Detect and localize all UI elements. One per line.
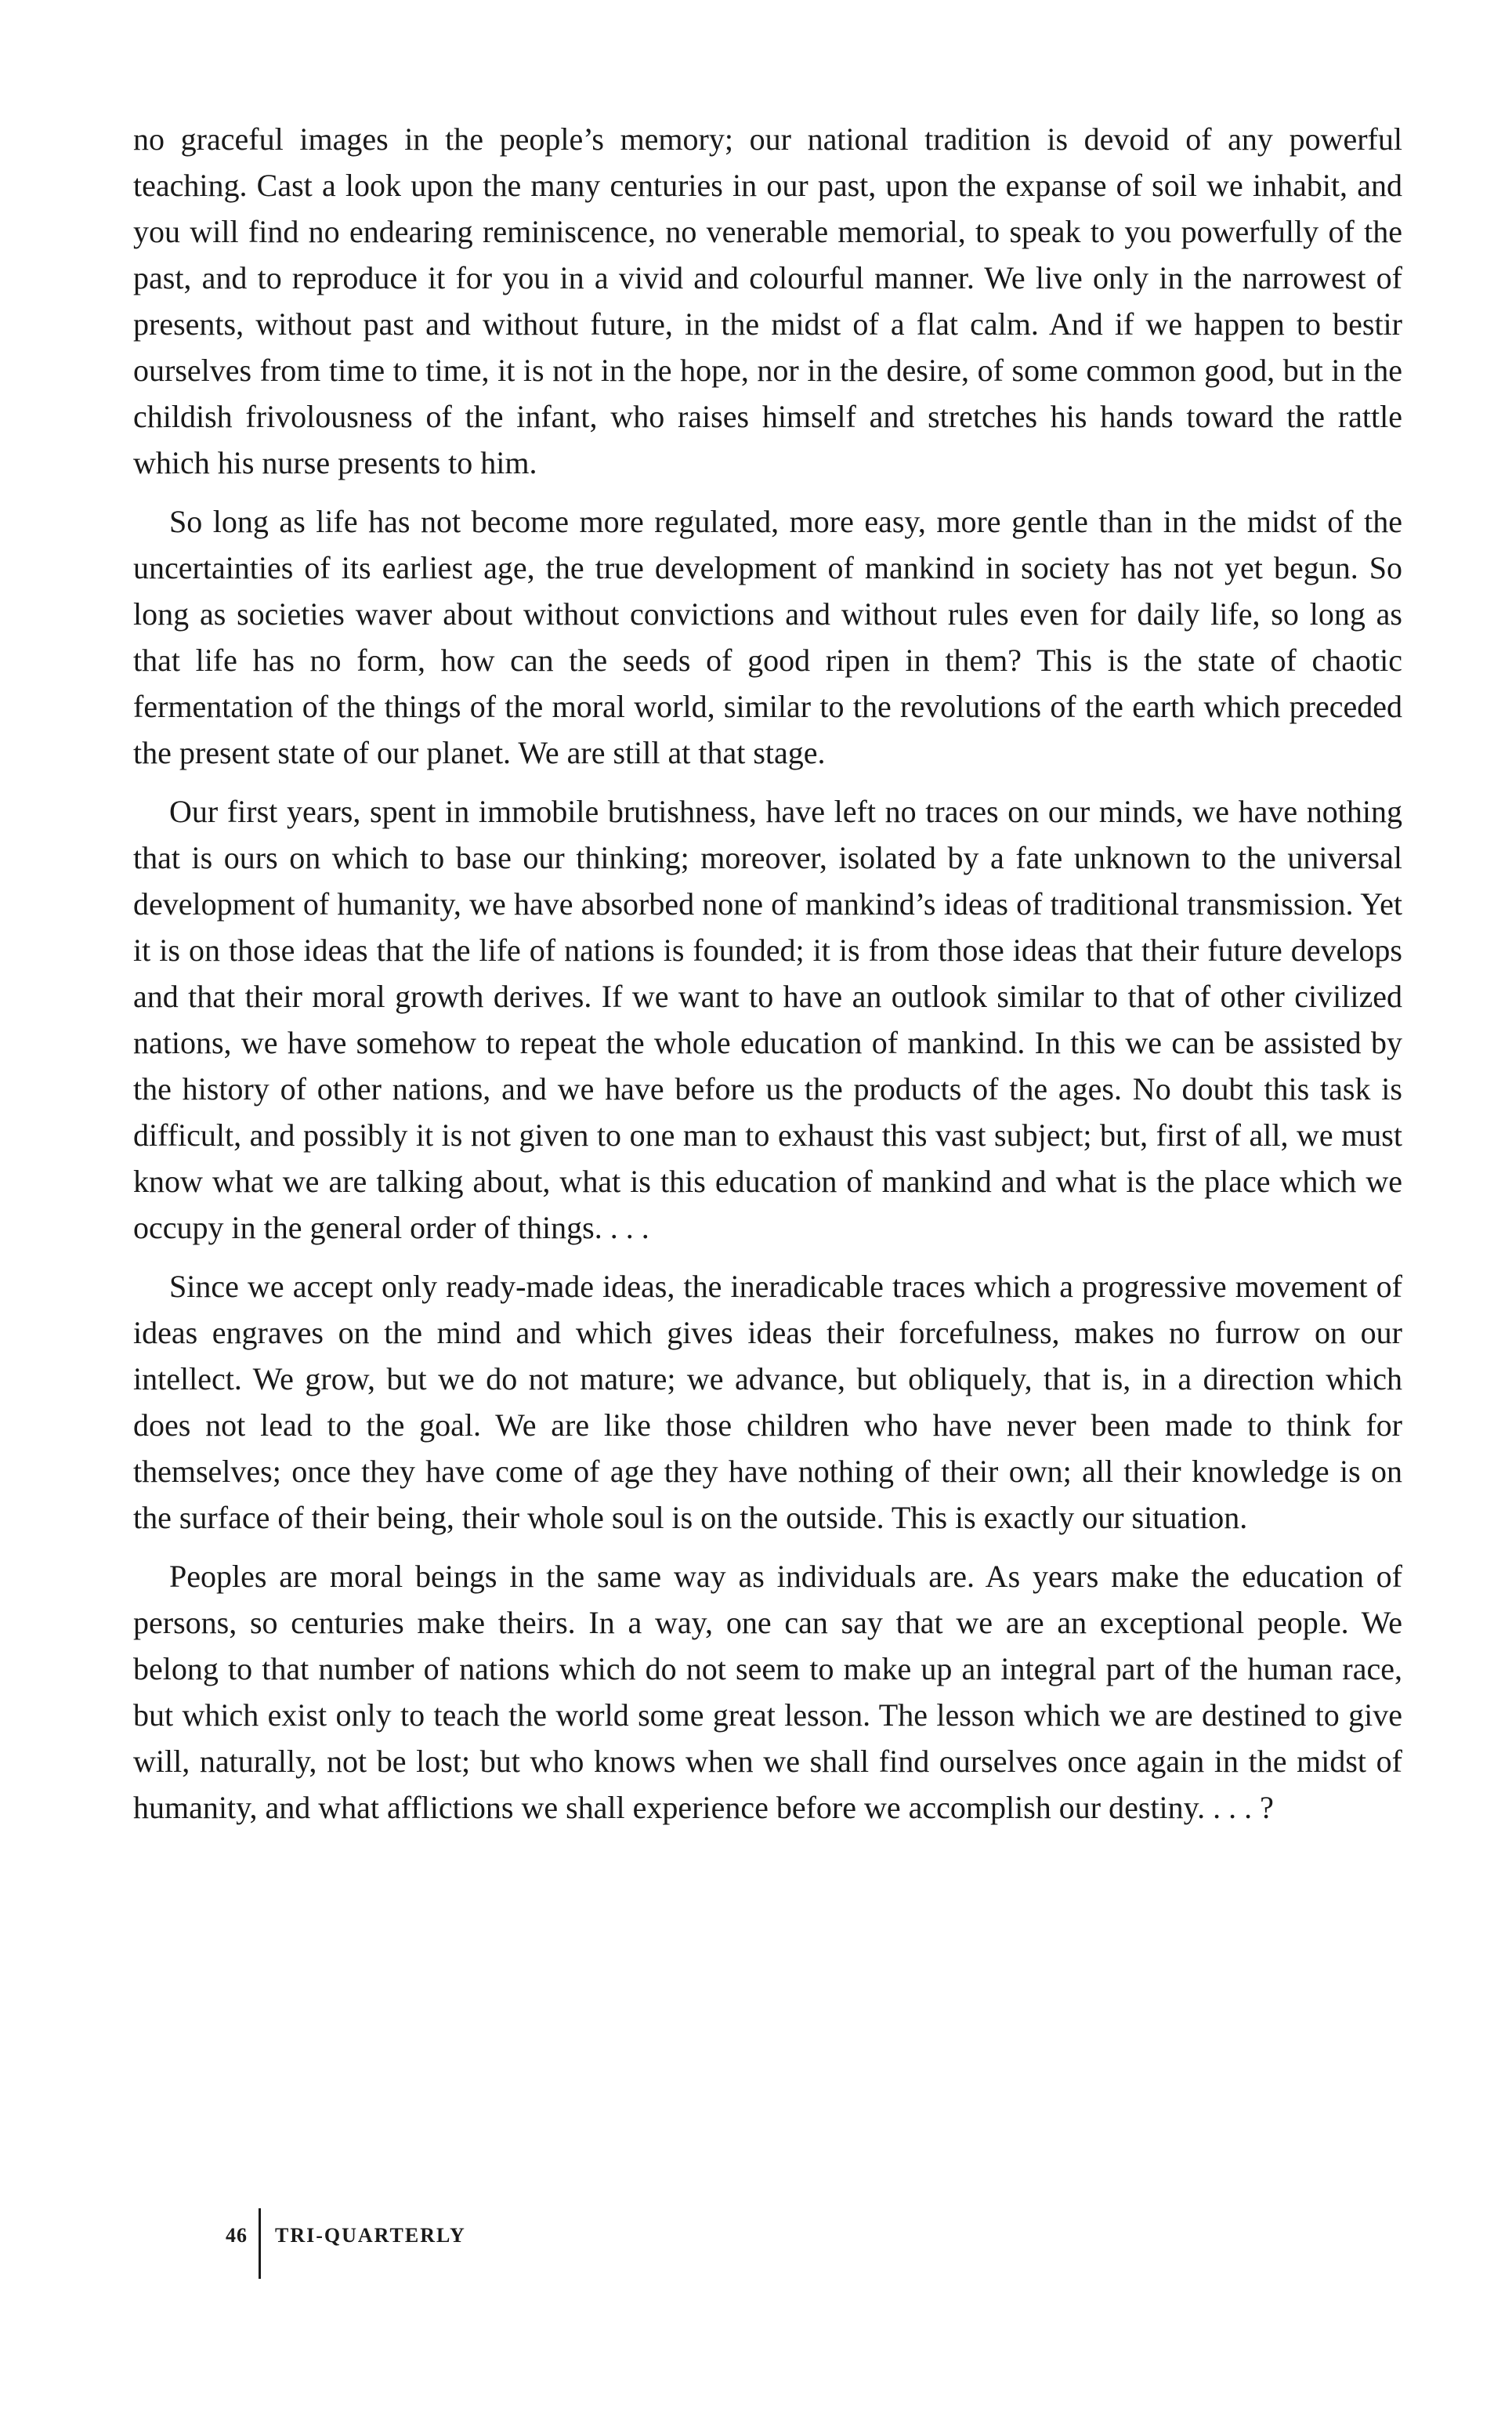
paragraph: So long as life has not become more regulated, more easy, more gentle than in the midst of the uncertainties of its earliest age, the true development of mankind in society has not yet begun. So long as societies waver about without convictions and without rules even for daily life, so long as that life has no form, how can the seeds of good ripen in them? This is the state of chaotic fermentation of the things of the moral world, similar to the revolutions of the earth which preceded the present state of our planet. We are still at that stage. (133, 504, 1402, 770)
page-footer (226, 2208, 466, 2279)
paragraph: Since we accept only ready-made ideas, the ineradicable traces which a progressive movement of ideas engraves on the mind and which gives ideas their forcefulness, makes no furrow on our intellect. We grow, but we do not mature; we advance, but obliquely, that is, in a direction which does not lead to the goal. We are like those children who have never been made to think for themselves; once they have come of age they have nothing of their own; all their knowledge is on the surface of their being, their whole soul is on the outside. This is exactly our situation. (133, 1269, 1402, 1535)
paragraph-continued: no graceful images in the people’s memory; our national tradition is devoid of any powerful teaching. Cast a look upon the many centuries in our past, upon the expanse of soil we inhabit, and you will find no endearing reminiscence, no venerable memorial, to speak to you powerfully of the past, and to reproduce it for you in a vivid and colourful manner. We live only in the narrowest of presents, without past and without future, in the midst of a flat calm. And if we happen to bestir ourselves from time to time, it is not in the hope, nor in the desire, of some common good, but in the childish frivolousness of the infant, who raises himself and stretches his hands toward the rattle which his nurse presents to him. (133, 121, 1402, 480)
journal-title: TRI-QUARTERLY (275, 2224, 466, 2247)
page-number: 46 (226, 2224, 248, 2247)
paragraph: Peoples are moral beings in the same way as individuals are. As years make the education of persons, so centuries make theirs. In a way, one can say that we are an exceptional people. We belong to that number of nations which do not seem to make up an integral part of the human race, but which exist only to teach the world some great lesson. The lesson which we are destined to give will, naturally, not be lost; but who knows when we shall find ourselves once again in the midst of humanity, and what afflictions we shall experience before we accomplish our destiny. . . . ? (133, 1559, 1402, 1825)
page-body (133, 116, 1402, 1831)
paragraph: Our first years, spent in immobile brutishness, have left no traces on our minds, we have nothing that is ours on which to base our thinking; moreover, isolated by a fate unknown to the universal development of humanity, we have absorbed none of mankind’s ideas of traditional transmission. Yet it is on those ideas that the life of nations is founded; it is from those ideas that their future develops and that their moral growth derives. If we want to have an outlook similar to that of other civilized nations, we have somehow to repeat the whole education of mankind. In this we can be assisted by the history of other nations, and we have before us the products of the ages. No doubt this task is difficult, and possibly it is not given to one man to exhaust this vast subject; but, first of all, we must know what we are talking about, what is this education of mankind and what is the place which we occupy in the general order of things. . . . (133, 794, 1402, 1245)
